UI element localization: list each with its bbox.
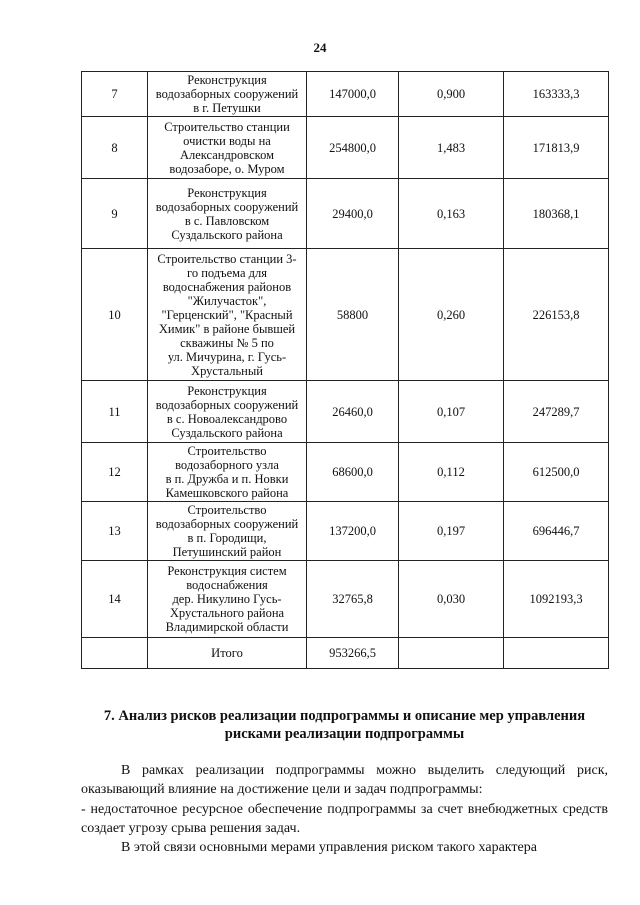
object-name: Строительство станции 3- го подъема для водоснабжения районов "Жилучасток", "Герценский", "Красный Химик" в районе бывшей скважины № 5 по ул. Мичурина, г. Гусь- Хрустальный <box>148 249 307 381</box>
table-row <box>82 381 609 443</box>
table-row <box>82 561 609 638</box>
cost-cell: 32765,8 <box>307 561 399 638</box>
row-number: 9 <box>82 179 148 249</box>
row-number: 11 <box>82 381 148 443</box>
value-cell: 226153,8 <box>504 249 609 381</box>
paragraph-measures: В этой связи основными мерами управления риском такого характера <box>121 840 537 855</box>
coefficient-cell: 1,483 <box>399 117 504 179</box>
object-name: Реконструкция систем водоснабжения дер. Никулино Гусь- Хрустального района Владимирской области <box>148 561 307 638</box>
table-row <box>82 249 609 381</box>
value-cell: 247289,7 <box>504 381 609 443</box>
cost-cell: 68600,0 <box>307 443 399 502</box>
cost-cell: 147000,0 <box>307 72 399 117</box>
paragraph-risk-item: - недостаточное ресурсное обеспечение подпрограммы за счет внебюджетных средств создает угрозу срыва решения задач. <box>81 802 608 836</box>
cost-cell: 137200,0 <box>307 502 399 561</box>
value-cell: 180368,1 <box>504 179 609 249</box>
total-coefficient-cell <box>399 638 504 669</box>
section-title: 7. Анализ рисков реализации подпрограммы и описание мер управления рисками реализации подпрограммы <box>103 708 586 742</box>
cost-cell: 58800 <box>307 249 399 381</box>
value-cell: 171813,9 <box>504 117 609 179</box>
paragraph-risk-intro: В рамках реализации подпрограммы можно выделить следующий риск, оказывающий влияние на достижение цели и задач подпрограммы: <box>81 763 608 797</box>
table-row <box>82 502 609 561</box>
object-name: Реконструкция водозаборных сооружений в с. Павловском Суздальского района <box>148 179 307 249</box>
object-name: Строительство водозаборного узла в п. Дружба и п. Новки Камешковского района <box>148 443 307 502</box>
row-number: 10 <box>82 249 148 381</box>
total-row <box>82 638 609 669</box>
value-cell: 696446,7 <box>504 502 609 561</box>
row-number: 8 <box>82 117 148 179</box>
total-cost: 953266,5 <box>307 638 399 669</box>
value-cell: 163333,3 <box>504 72 609 117</box>
page-number: 24 <box>313 40 327 55</box>
table-row <box>82 179 609 249</box>
investment-table <box>81 71 609 669</box>
value-cell: 612500,0 <box>504 443 609 502</box>
object-name: Реконструкция водозаборных сооружений в с. Новоалександрово Суздальского района <box>148 381 307 443</box>
total-value-cell <box>504 638 609 669</box>
row-number: 12 <box>82 443 148 502</box>
value-cell: 1092193,3 <box>504 561 609 638</box>
total-label: Итого <box>148 638 307 669</box>
object-name: Реконструкция водозаборных сооружений в г. Петушки <box>148 72 307 117</box>
coefficient-cell: 0,030 <box>399 561 504 638</box>
cost-cell: 26460,0 <box>307 381 399 443</box>
object-name: Строительство водозаборных сооружений в п. Городищи, Петушинский район <box>148 502 307 561</box>
row-number: 13 <box>82 502 148 561</box>
table-row <box>82 117 609 179</box>
coefficient-cell: 0,900 <box>399 72 504 117</box>
total-number-cell <box>82 638 148 669</box>
row-number: 14 <box>82 561 148 638</box>
coefficient-cell: 0,260 <box>399 249 504 381</box>
table-row <box>82 443 609 502</box>
cost-cell: 29400,0 <box>307 179 399 249</box>
row-number: 7 <box>82 72 148 117</box>
table-row <box>82 72 609 117</box>
coefficient-cell: 0,163 <box>399 179 504 249</box>
coefficient-cell: 0,107 <box>399 381 504 443</box>
object-name: Строительство станции очистки воды на Александровском водозаборе, о. Муром <box>148 117 307 179</box>
coefficient-cell: 0,112 <box>399 443 504 502</box>
cost-cell: 254800,0 <box>307 117 399 179</box>
coefficient-cell: 0,197 <box>399 502 504 561</box>
